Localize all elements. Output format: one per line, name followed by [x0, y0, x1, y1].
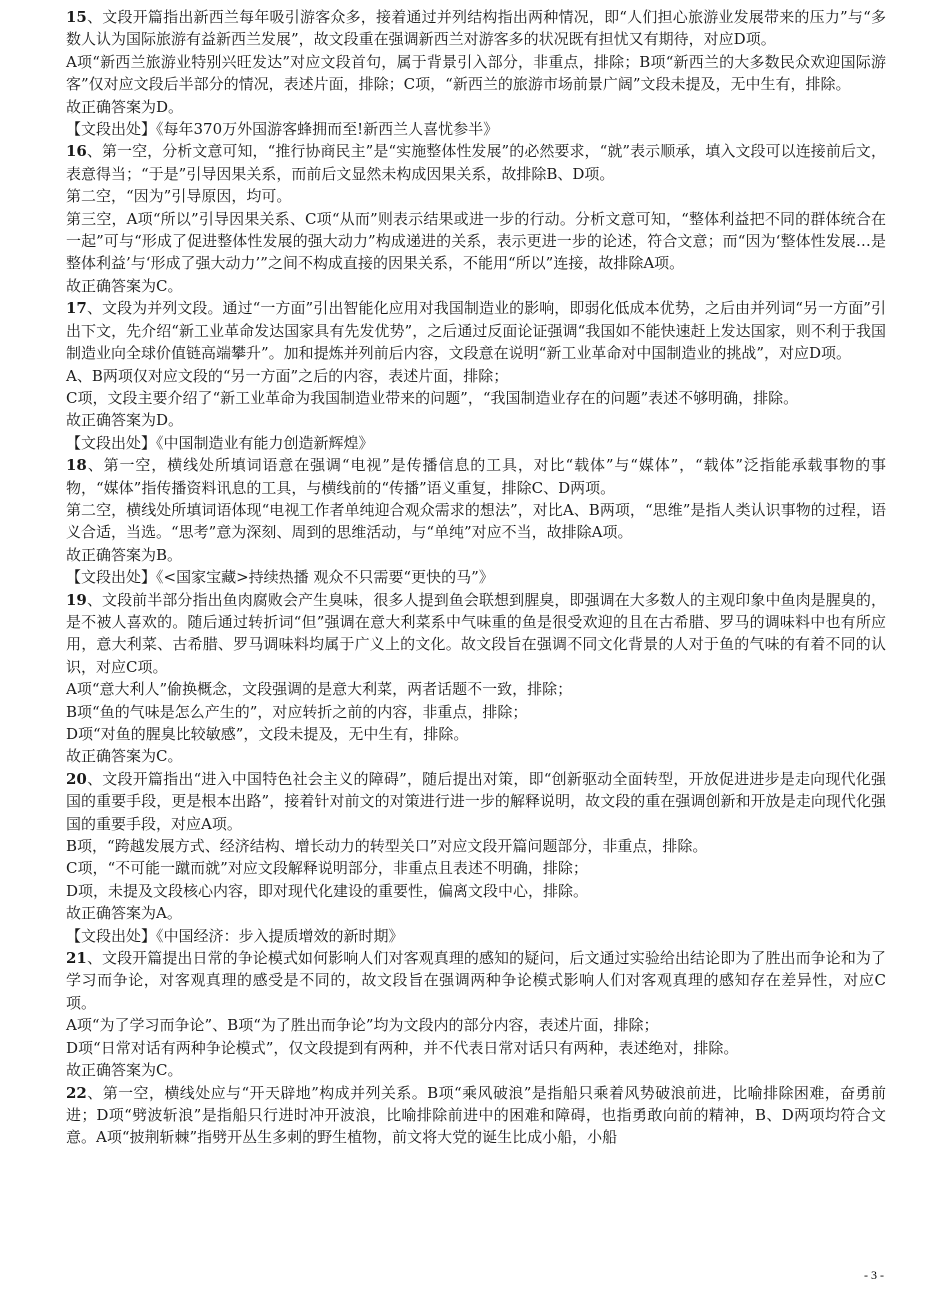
paragraph-text: B项，“跨越发展方式、经济结构、增长动力的转型关口”对应文段开篇问题部分，非重点，排除。 [66, 837, 708, 856]
paragraph [66, 701, 886, 723]
paragraph [66, 409, 886, 431]
question-number: 15 [66, 8, 87, 26]
paragraph [66, 1037, 886, 1059]
paragraph [66, 365, 886, 387]
paragraph-text: 故正确答案为C。 [66, 276, 183, 295]
paragraph [66, 454, 886, 499]
paragraph [66, 387, 886, 409]
paragraph-text: D项，未提及文段核心内容，即对现代化建设的重要性，偏离文段中心，排除。 [66, 881, 589, 900]
paragraph-text: 、文段开篇提出日常的争论模式如何影响人们对客观真理的感知的疑问，后文通过实验给出结论即为了胜出而争论和为了学习而争论，对客观真理的感受是不同的，故文段旨在强调两种争论模式影响人们对客观真理的感知存在差异性，对应C项。 [66, 949, 886, 1012]
paragraph [66, 678, 886, 700]
question-number: 20 [66, 769, 87, 788]
paragraph [66, 589, 886, 679]
paragraph [66, 925, 886, 947]
paragraph [66, 432, 886, 454]
paragraph-text: D项“对鱼的腥臭比较敏感”，文段未提及，无中生有，排除。 [66, 725, 469, 743]
paragraph-text: 故正确答案为D。 [66, 97, 184, 116]
paragraph [66, 768, 886, 835]
paragraph [66, 6, 886, 51]
paragraph [66, 208, 886, 275]
paragraph-text: 【文段出处】《中国制造业有能力创造新辉煌》 [66, 433, 374, 452]
paragraph-text: 、第一空，横线处应与“开天辟地”构成并列关系。B项“乘风破浪”是指船只乘着风势破浪前进，比喻排除困难，奋勇前进；D项“劈波斩浪”是指船只行进时冲开波浪，比喻排除前进中的困难和障碍，也指勇敢向前的精神，B、D两项均符合文意。A项“披荆斩棘”指劈开丛生多刺的野生植物，前文将大党的诞生比成小船，小船 [66, 1083, 886, 1147]
paragraph-text: 第二空，横线处所填词语体现“电视工作者单纯迎合观众需求的想法”，对比A、B两项，“思维”是指人类认识事物的过程，语义合适，当选。“思考”意为深刻、周到的思维活动，与“单纯”对应不当，故排除A项。 [66, 500, 886, 542]
paragraph [66, 880, 886, 902]
paragraph-text: 、第一空，横线处所填词语意在强调“电视”是传播信息的工具，对比“载体”与“媒体”，“载体”泛指能承载事物的事物，“媒体”指传播资料讯息的工具，与横线前的“传播”语义重复，排除C、D两项。 [66, 456, 886, 497]
paragraph [66, 1014, 886, 1036]
paragraph-text: 故正确答案为C。 [66, 747, 183, 766]
paragraph [66, 51, 886, 96]
paragraph-text: A项“新西兰旅游业特别兴旺发达”对应文段首句，属于背景引入部分，非重点，排除；B项“新西兰的大多数民众欢迎国际游客”仅对应文段后半部分的情况，表述片面，排除；C项，“新西兰的旅游市场前景广阔”文段未提及，无中生有，排除。 [66, 52, 886, 94]
paragraph [66, 857, 886, 879]
paragraph [66, 499, 886, 544]
paragraph-text: 【文段出处】《中国经济：步入提质增效的新时期》 [66, 926, 404, 945]
paragraph [66, 835, 886, 857]
paragraph-text: A、B两项仅对应文段的“另一方面”之后的内容，表述片面，排除； [66, 366, 509, 385]
paragraph [66, 1082, 886, 1149]
question-number: 16 [66, 142, 87, 161]
question-number: 21 [66, 949, 87, 968]
paragraph [66, 566, 886, 588]
paragraph-text: A项“意大利人”偷换概念，文段强调的是意大利菜，两者话题不一致，排除； [66, 680, 573, 699]
paragraph [66, 745, 886, 767]
paragraph-text: 、第一空，分析文意可知，“推行协商民主”是“实施整体性发展”的必然要求，“就”表示顺承，填入文段可以连接前后文，表意得当；“于是”引导因果关系，而前后文显然未构成因果关系，故排除B、D项。 [66, 142, 886, 183]
question-number: 17 [66, 299, 87, 318]
paragraph-text: B项“鱼的气味是怎么产生的”，对应转折之前的内容，非重点，排除； [66, 702, 528, 721]
paragraph [66, 902, 886, 924]
paragraph-text: 【文段出处】《每年370万外国游客蜂拥而至!新西兰人喜忧参半》 [66, 120, 499, 139]
paragraph [66, 723, 886, 745]
paragraph-text: 、文段前半部分指出鱼肉腐败会产生臭味，很多人提到鱼会联想到腥臭，即强调在大多数人的主观印象中鱼肉是腥臭的，是不被人喜欢的。随后通过转折词“但”强调在意大利菜系中气味重的鱼是很受欢迎的且在古希腊、罗马的调味料中也有所应用，意大利菜、古希腊、罗马调味料均属于广义上的文化。故文段旨在强调不同文化背景的人对于鱼的气味的有着不同的认识，对应C项。 [66, 590, 886, 676]
paragraph-text: 、文段为并列文段。通过“一方面”引出智能化应用对我国制造业的影响，即弱化低成本优势，之后由并列词“另一方面”引出下文，先介绍“新工业革命发达国家具有先发优势”，之后通过反面论证强调“我国如不能快速赶上发达国家，则不利于我国制造业向全球价值链高端攀升”。加和提炼并列前后内容，文段意在说明“新工业革命对中国制造业的挑战”，对应D项。 [66, 299, 886, 363]
paragraph-text: 第三空，A项“所以”引导因果关系、C项“从而”则表示结果或进一步的行动。分析文意可知，“整体利益把不同的群体统合在一起”可与“形成了促进整体性发展的强大动力”构成递进的关系，表示更进一步的论述，符合文意；而“因为‘整体性发展…是整体利益’与‘形成了强大动力’”之间不构成直接的因果关系，不能用“所以”连接，故排除A项。 [66, 209, 886, 273]
paragraph [66, 947, 886, 1014]
paragraph [66, 96, 886, 118]
question-number: 22 [66, 1083, 87, 1102]
paragraph [66, 118, 886, 140]
paragraph-text: 【文段出处】《<国家宝藏>持续热播 观众不只需要“更快的马”》 [66, 568, 494, 587]
page-number: - 3 - [864, 1268, 884, 1282]
question-number: 18 [66, 456, 87, 475]
paragraph-text: C项，“不可能一蹴而就”对应文段解释说明部分，非重点且表述不明确，排除； [66, 859, 588, 878]
paragraph [66, 297, 886, 364]
paragraph-text: 故正确答案为D。 [66, 411, 184, 430]
paragraph-text: 、文段开篇指出新西兰每年吸引游客众多，接着通过并列结构指出两种情况，即“人们担心旅游业发展带来的压力”与“多数人认为国际旅游有益新西兰发展”，故文段重在强调新西兰对游客多的状况既有担忧又有期待，对应D项。 [66, 8, 886, 49]
paragraph-text: 故正确答案为C。 [66, 1061, 183, 1080]
paragraph [66, 544, 886, 566]
paragraph-text: 故正确答案为A。 [66, 904, 182, 923]
question-number: 19 [66, 590, 87, 609]
paragraph [66, 275, 886, 297]
paragraph-text: 、文段开篇指出“进入中国特色社会主义的障碍”，随后提出对策，即“创新驱动全面转型，开放促进进步是走向现代化强国的重要手段，更是根本出路”，接着针对前文的对策进行进一步的解释说明，故文段的重在强调创新和开放是走向现代化强国的重要手段，对应A项。 [66, 769, 886, 833]
paragraph-text: 第二空，“因为”引导原因，均可。 [66, 187, 292, 206]
paragraph [66, 185, 886, 207]
paragraph-text: D项“日常对话有两种争论模式”，仅文段提到有两种，并不代表日常对话只有两种，表述绝对，排除。 [66, 1038, 739, 1057]
paragraph-text: 故正确答案为B。 [66, 545, 183, 564]
paragraph [66, 140, 886, 185]
paragraph-text: A项“为了学习而争论”、B项“为了胜出而争论”均为文段内的部分内容，表述片面，排除； [66, 1016, 659, 1035]
paragraph-text: C项，文段主要介绍了“新工业革命为我国制造业带来的问题”，“我国制造业存在的问题”表述不够明确，排除。 [66, 388, 799, 407]
paragraph [66, 1059, 886, 1081]
document-body [66, 6, 886, 1149]
